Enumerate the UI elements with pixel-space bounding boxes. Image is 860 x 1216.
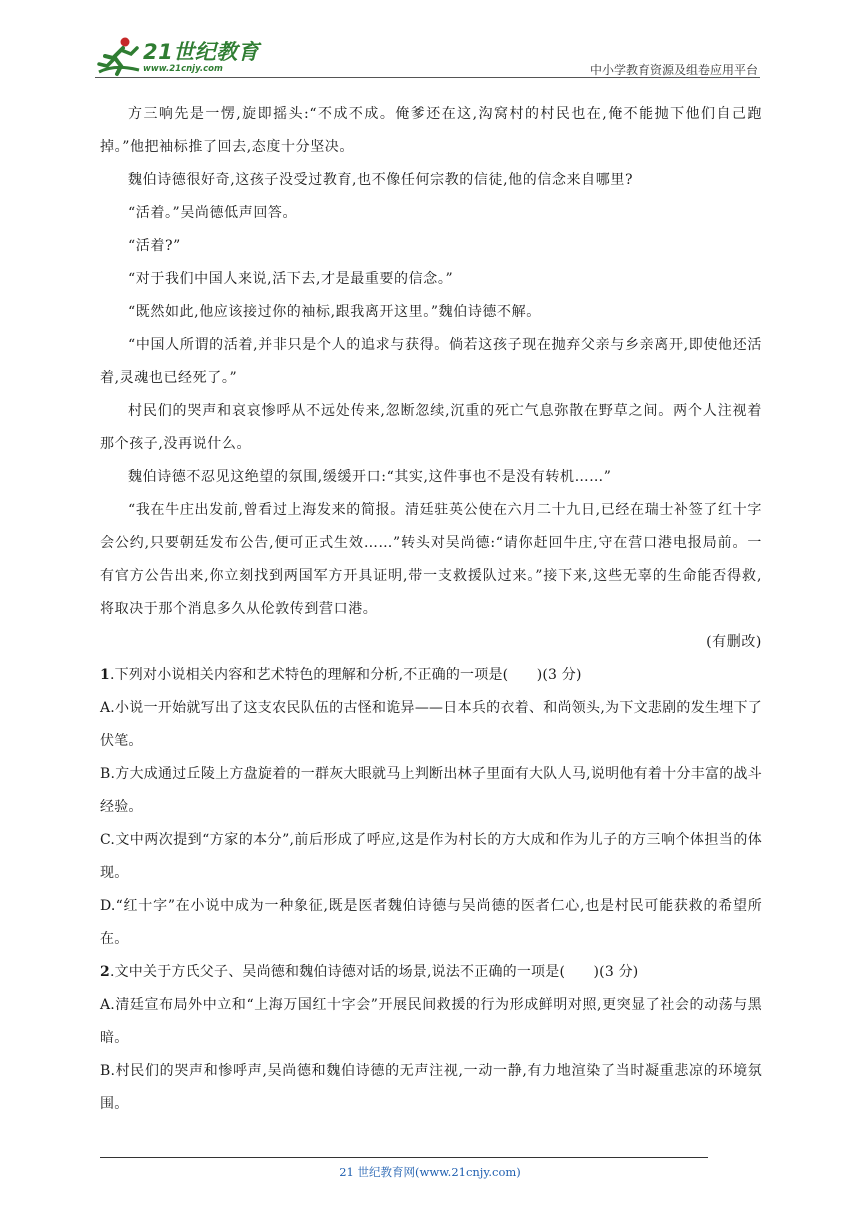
option-b: B.方大成通过丘陵上方盘旋着的一群灰大眼就马上判断出林子里面有大队人马,说明他有着十分丰富的战斗经验。	[100, 766, 762, 815]
edit-credit: (有删改)	[706, 634, 762, 650]
question-stem	[100, 659, 762, 692]
option-a: A.小说一开始就写出了这支农民队伍的古怪和诡异——日本兵的衣着、和尚领头,为下文悲剧的发生埋下了伏笔。	[100, 700, 762, 749]
story-paragraph: “中国人所谓的活着,并非只是个人的追求与获得。倘若这孩子现在抛弃父亲与乡亲离开,即使他还活着,灵魂也已经死了。”	[100, 337, 762, 386]
question-text: .下列对小说相关内容和艺术特色的理解和分析,不正确的一项是( )(3 分)	[109, 667, 582, 683]
story-paragraph: “我在牛庄出发前,曾看过上海发来的简报。清廷驻英公使在六月二十九日,已经在瑞士补签了红十字会公约,只要朝廷发布公告,便可正式生效……”转头对吴尚德:“请你赶回牛庄,守在营口港电报局前。一有官方公告出来,你立刻找到两国军方开具证明,带一支救援队过来。”接下来,这些无辜的生命能否得救,将取决于那个消息多久从伦敦传到营口港。	[100, 502, 762, 617]
story-paragraph: 魏伯诗德不忍见这绝望的氛围,缓缓开口:“其实,这件事也不是没有转机……”	[128, 469, 612, 485]
story-paragraph: “活着?”	[128, 238, 181, 254]
story-paragraph: “既然如此,他应该接过你的袖标,跟我离开这里。”魏伯诗德不解。	[128, 304, 541, 320]
platform-name: 中小学教育资源及组卷应用平台	[589, 63, 758, 77]
footer-link[interactable]: 21 世纪教育网(www.21cnjy.com)	[339, 1165, 521, 1179]
option-c: C.文中两次提到“方家的本分”,前后形成了呼应,这是作为村长的方大成和作为儿子的方三响个体担当的体现。	[100, 832, 762, 881]
story-paragraph: 村民们的哭声和哀哀惨呼从不远处传来,忽断忽续,沉重的死亡气息弥散在野草之间。两个人注视着那个孩子,没再说什么。	[100, 403, 762, 452]
story-paragraph: 魏伯诗德很好奇,这孩子没受过教育,也不像任何宗教的信徒,他的信念来自哪里?	[128, 172, 634, 188]
option-d: D.“红十字”在小说中成为一种象征,既是医者魏伯诗德与吴尚德的医者仁心,也是村民可能获救的希望所在。	[100, 898, 762, 947]
footer-divider	[100, 1157, 708, 1158]
story-paragraph: 方三响先是一愣,旋即摇头:“不成不成。俺爹还在这,沟窝村的村民也在,俺不能抛下他们自己跑掉。”他把袖标推了回去,态度十分坚决。	[100, 106, 762, 155]
logo-title: 21世纪教育	[143, 40, 260, 64]
page-header	[95, 30, 760, 80]
question-stem	[100, 956, 762, 989]
option-a: A.清廷宣布局外中立和“上海万国红十字会”开展民间救援的行为形成鲜明对照,更突显了社会的动荡与黑暗。	[100, 997, 762, 1046]
header-divider	[95, 77, 760, 78]
question-number: 2	[100, 964, 110, 980]
question-1	[100, 659, 762, 956]
story-paragraph: “对于我们中国人来说,活下去,才是最重要的信念。”	[128, 271, 454, 287]
option-b: B.村民们的哭声和惨呼声,吴尚德和魏伯诗德的无声注视,一动一静,有力地渲染了当时凝重悲凉的环境氛围。	[100, 1063, 762, 1112]
running-figure-logo-icon	[95, 34, 143, 78]
question-2	[100, 956, 762, 1121]
logo-url: www.21cnjy.com	[143, 64, 223, 74]
story-paragraph: “活着。”吴尚德低声回答。	[128, 205, 298, 221]
story-excerpt	[100, 98, 762, 659]
question-text: .文中关于方氏父子、吴尚德和魏伯诗德对话的场景,说法不正确的一项是( )(3 分)	[109, 964, 639, 980]
site-logo[interactable]	[95, 34, 265, 78]
document-body	[100, 98, 762, 1121]
question-number: 1	[100, 667, 110, 683]
